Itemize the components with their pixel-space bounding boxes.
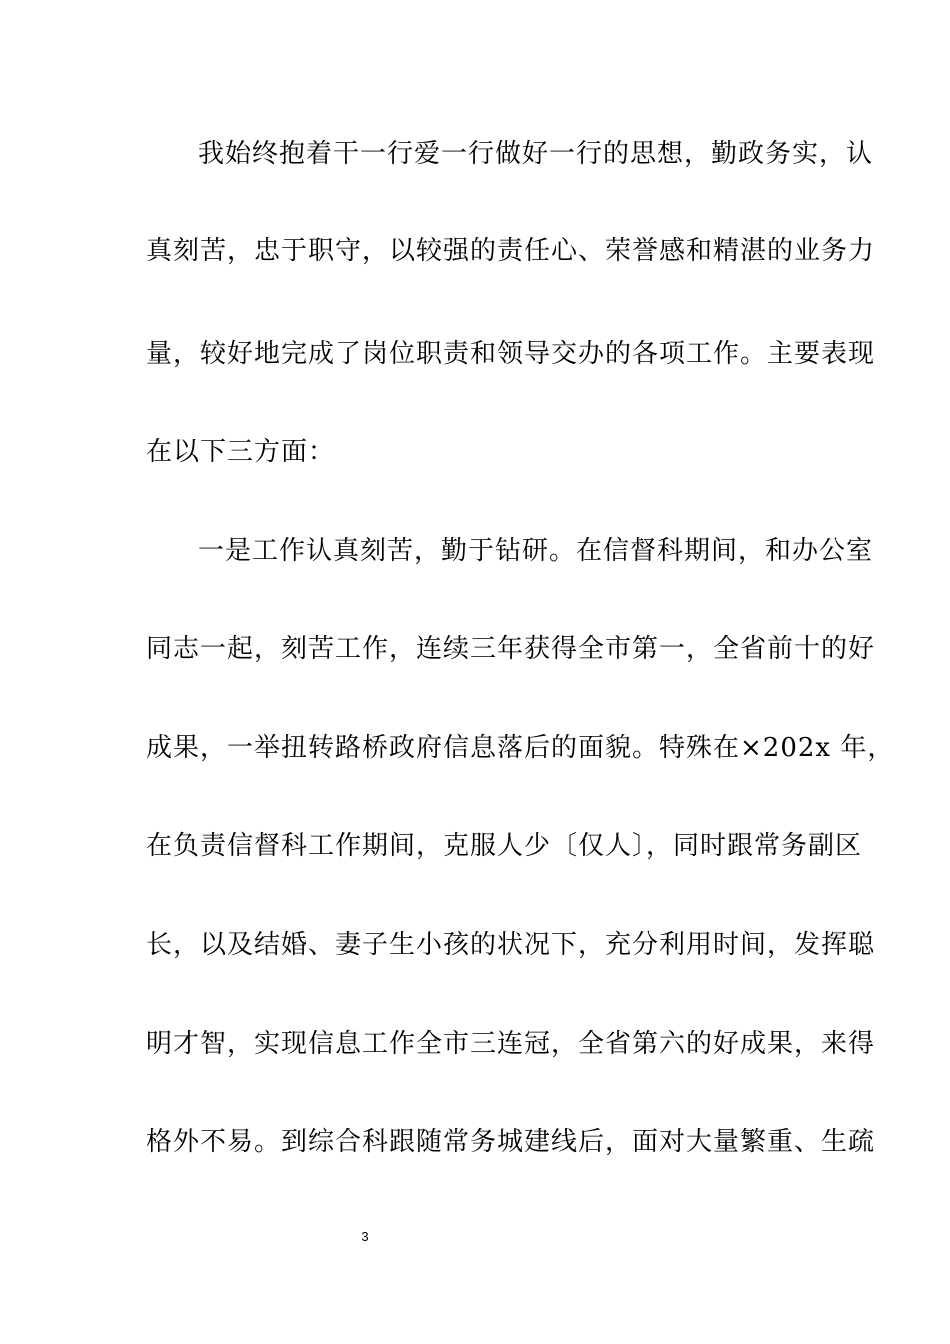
paragraph-line: 我始终抱着干一行爱一行做好一行的思想，勤政务实，认: [198, 139, 874, 169]
paragraph-line: 在负责信督科工作期间，克服人少〔仅人〕，同时跟常务副区: [146, 831, 863, 861]
paragraph-line: 一是工作认真刻苦，勤于钻研。在信督科期间，和办公室: [198, 536, 874, 566]
page-number: 3: [361, 1229, 369, 1244]
paragraph-line: 长，以及结婚、妻子生小孩的状况下，充分利用时间，发挥聪: [146, 930, 876, 960]
paragraph-line: 量，较好地完成了岗位职责和领导交办的各项工作。主要表现: [146, 339, 876, 369]
paragraph-line: 真刻苦，忠于职守，以较强的责任心、荣誉感和精湛的业务力: [146, 236, 876, 266]
paragraph-line: 在以下三方面：: [146, 437, 336, 467]
paragraph-line: 同志一起，刻苦工作，连续三年获得全市第一，全省前十的好: [146, 634, 876, 664]
paragraph-line: 成果，一举扭转路桥政府信息落后的面貌。特殊在×202x 年，: [146, 733, 895, 763]
paragraph-line: 格外不易。到综合科跟随常务城建线后，面对大量繁重、生疏: [146, 1127, 876, 1157]
paragraph-line: 明才智，实现信息工作全市三连冠，全省第六的好成果，来得: [146, 1029, 876, 1059]
